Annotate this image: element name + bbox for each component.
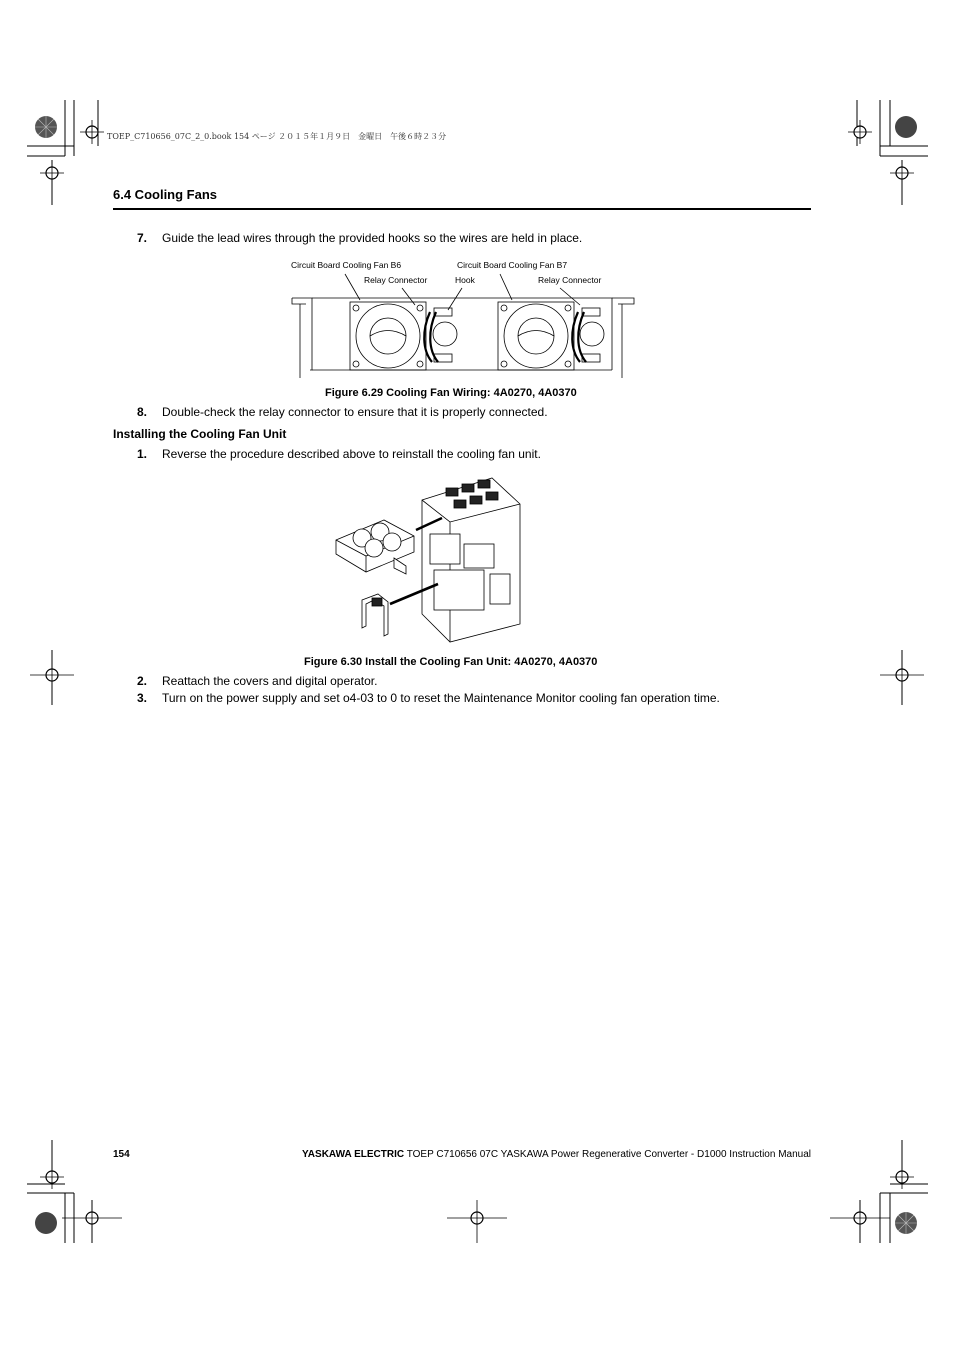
- callout-fan-b7: Circuit Board Cooling Fan B7: [457, 260, 568, 270]
- step-number: 3.: [137, 691, 148, 705]
- step-text: Guide the lead wires through the provided hooks so the wires are held in place.: [162, 231, 583, 245]
- footer-brand: YASKAWA ELECTRIC: [302, 1149, 405, 1160]
- callout-relay-connector-left: Relay Connector: [364, 275, 428, 285]
- section-rule: [113, 208, 811, 210]
- step-number: 7.: [137, 231, 148, 245]
- step-text: Double-check the relay connector to ensure that it is properly connected.: [162, 405, 548, 419]
- step-number: 8.: [137, 405, 148, 419]
- print-header: TOEP_C710656_07C_2_0.book 154 ページ ２０１５年１月９日 金曜日 午後６時２３分: [107, 132, 447, 141]
- callout-hook: Hook: [455, 275, 475, 285]
- page-number: 154: [113, 1149, 130, 1160]
- section-title: 6.4 Cooling Fans: [113, 187, 218, 202]
- fan-wiring-diagram: [290, 270, 636, 380]
- callout-relay-connector-right: Relay Connector: [538, 275, 602, 285]
- figure-6-29-caption: Figure 6.29 Cooling Fan Wiring: 4A0270, 4A0370: [325, 387, 577, 399]
- subsection-title: Installing the Cooling Fan Unit: [113, 427, 287, 441]
- footer-manual-title: TOEP C710656 07C YASKAWA Power Regenerative Converter - D1000 Instruction Manual: [404, 1149, 811, 1160]
- fan-unit-install-illustration: [334, 474, 524, 644]
- step-text: Reattach the covers and digital operator.: [162, 674, 378, 688]
- figure-6-30-caption: Figure 6.30 Install the Cooling Fan Unit: 4A0270, 4A0370: [304, 656, 598, 668]
- callout-fan-b6: Circuit Board Cooling Fan B6: [291, 260, 402, 270]
- footer-text: [302, 1149, 811, 1160]
- step-text: Reverse the procedure described above to reinstall the cooling fan unit.: [162, 447, 541, 461]
- step-number: 2.: [137, 674, 148, 688]
- step-text: Turn on the power supply and set o4-03 to 0 to reset the Maintenance Monitor cooling fan operation time.: [162, 691, 720, 705]
- step-number: 1.: [137, 447, 148, 461]
